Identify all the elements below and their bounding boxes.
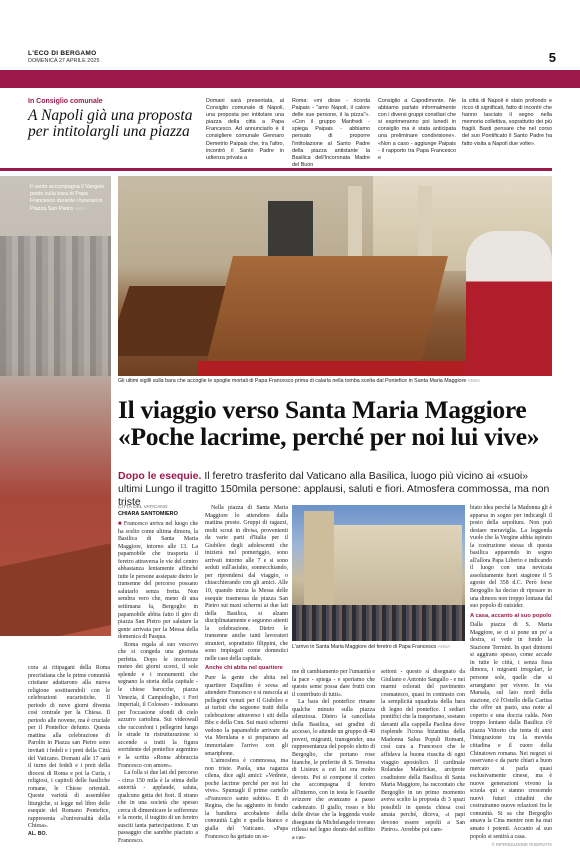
photo-main-source: ANSA (467, 378, 481, 383)
body-column-2 (205, 505, 288, 841)
body-column-5 (470, 505, 552, 849)
article-headline: Il viaggio verso Santa Maria Maggiore «Poche lacrime, perché per noi lui vive» (118, 395, 540, 451)
section-divider-left (0, 168, 28, 171)
body-col2-paragraph-3: L'atmosfera è commossa, ma non triste. Paola, una ragazza cilena, dice agli amici: «Vedrete, poche lacrime perché per noi lui vive». Spuntagli il primo cartello «Francesco santo subito». E di Regina, che ha aggiunto in fondo la bandiera arcobaleno della comunità Lgbt e quella bianco e gialla del Vaticano. «Papa Francesco ha gettato un se- (205, 758, 288, 840)
top-story-kicker: In Consiglio comunale (28, 98, 103, 105)
photo-main-caption (118, 378, 552, 384)
photo-doorway (268, 201, 313, 261)
photo-small-caption (292, 644, 465, 650)
newspaper-name: L'ECO DI BERGAMO (28, 50, 97, 57)
photo-basilica-facade (322, 525, 462, 605)
photo-basilica-arrival (292, 505, 465, 641)
copyright-credit: © RIPRODUZIONE RISERVATA (491, 842, 552, 848)
photo-funeral-gospel (0, 176, 111, 636)
body-col1-paragraph-3: La folla si due lati del percorso - circa 150 mila è la stima delle autorità - applaude, saluta, qualcuno getta dei fiori. Il strano che in una società che spesso cerca di dimenticare le sofferenze e la morte, il tragitto di un feretro susciti tanta partecipazione. E un passaggio che sarebbe piaciuto a Francesco. (118, 770, 198, 844)
top-story-column-2: Roma: «mi disse - ricorda Paipais - "amo Napoli, il calore delle sue persone, il la pizza"». «Con il gruppo Manfredi - spiega Paipais - abbiamo pensato di proporre l'intitolazione al Santo Padre della piazza antistante la Basilica dell'Incoronata Madre del Buon (292, 98, 370, 168)
top-story-column-1: Domani sarà presentata, al Consiglio comunale di Napoli, una proposta per intitolare una piazza della città a Papa Francesco. Ad annunciarlo è il consigliere comunale Gennaro Demetrio Paipais che, tra l'altro, incontrò il Santo Padre in udienza privata a (206, 98, 284, 161)
top-story-column-3: Consiglio a Capodimonte. Ne abbiamo parlato informalmente con i diversi gruppi consiliari che si esprimeranno poi lunedì in consiglio ma è stata anticipata una preliminare condivisione». «Non a caso - aggiunge Paipais - il rapporto tra Papa Francesco e (378, 98, 456, 161)
body-col4-paragraph-1: settoni - questo sì disegnato da Giuliano e Antonio Sangallo - e nei marmi colorati del pavimento cosmatesco, quasi in contrasto con la semplicità squadrata della bara di legno del pontefice. I sediari pontifici che la trasportano, sostano davanti alla cappella Paolina dove risplende l'icona bizantina della Madonna Salus Populi Romani, così cara a Francesco che le affidava la buona riuscita di ogni viaggio apostolico. Il cardinale Rolandas Makrickas, arciprete coadiutore della Basilica di Santa Maria Maggiore, ha raccontato che Bergoglio in un primo momento aveva scelto la proposta di 3 spazi possibili in questa chiesa così amata perché, diceva, «i papi devono essere sepolti a San Pietro». Avrebbe poi cam- (381, 669, 465, 834)
article-deck (118, 470, 552, 509)
photo-coffin (203, 256, 448, 376)
page-number: 5 (548, 50, 556, 65)
issue-date: DOMENICA 27 APRILE 2025 (28, 58, 100, 64)
photo-small-caption-text: L'arrivo in Santa Maria Maggiore del feretro di Papa Francesco (292, 644, 437, 650)
dateline-city: CITTÀ DEL VATICANO (118, 505, 168, 510)
photo-small-source: ANSA (437, 644, 451, 649)
deck-lead: Dopo le esequie. (118, 470, 202, 482)
photo-main-caption-text: Gli ultimi sigilli sulla bara che accoglie le spoglie mortali di Papa Francesco prima di calarla nella tomba scelta dal Pontefice in Santa Maria Maggiore (118, 378, 467, 384)
body-col3-paragraph-2: La bara del pontefice rimane qualche minuto sulla piazza silenziosa. Dietro la cancellata della Basilica, sui gradini di accesso, lo attende un gruppo di 40 poveri, migranti, transgender, una rappresentanza del popolo eletto di Bergoglio, che portano rose bianche, le preferite di S. Teresina di Lisieux a cui lui era molto devoto. Poi si compone il corteo che accompagna il feretro all'interno, con in testa le Guardie svizzere che avanzano a passo cadenzato. Il giallo, rosso e blu delle divise che la leggenda vuole disegnate da Michelangelo trovano riflessi nel legno dorato del soffitto a cas- (292, 699, 375, 842)
photo-left-caption-text: Il vento accompagna il Vangelo posto sulla bara di Papa Francesco durante i funerali in Piazza San Pietro (30, 184, 105, 212)
deck-text: Il feretro trasferito dal Vaticano alla Basilica, luogo più vicino ai «suoi» ultimi Lungo il tragitto 150mila persone: applausi, saluti e fiori. Atmosfera commossa, ma non triste (118, 470, 550, 508)
body-col1-text: Francesco arriva nel luogo che ha scelto come ultima dimora, la Basilica di Santa Maria Maggiore, intorno alle 13. La papamobile che trasporta il feretro attraversa le vie del centro abbastanza lentamente affinché tutte le persone assiepate dietro le transenne del percorso possano salutarlo senza fretta. Non sembra vero che, meno di una settimana fa, Bergoglio in papamobile abbia fatto il giro di piazza San Pietro per salutare la gente arrivata per la Messa della domenica di Pasqua. (118, 521, 199, 641)
body-col5-paragraph-2: Dalla piazza di S. Maria Maggiore, se ci si pone un po' a destra, si vede in fondo la Stazione Termini. In quei dintorni si aggirano spesso, come accade in tutte le città, i senza fissa dimora, i migranti irregolari, le persone sole, quelle che si arrangiano per vivere. In via Marsala, sul lato nord della stazione, c'è l'Ostello della Caritas che offre un pasto, una notte al coperto e una doccia calda. Non troppo lontano dalla Basilica c'è piazza Vittorio che tenta di anni l'integrazione tra la movida cittadina e il cuore della Chinatown romana. Nei negozi si osservano e da parte chiari a buon mercato si parla quasi esclusivamente cinese, ma è nuove generazioni vivono la scuola qui e stanno crescendo nuovi futuri cittadini che costruiranno nuove relazioni fra le comunità. Si sa che Bergoglio amava la Cina mentre non ha mai amato i potenti. Accanto al suo popolo si sentirà a casa. (470, 622, 552, 840)
body-col1-paragraph-2: Roma regala al suo vescovo che si congeda una giornata perfetta. Dopo le incertezze meteo dei giorni scorsi, il sole splende e i monumenti che segnano la storia della capitale - le chiese barocche, piazza Venezia, il Campidoglio, i Fori imperiali, il Colosseo - indossano per l'occasione sfondi di cielo azzurro cartolina. Sui videowall che racconfoni i pellegrini lungo le strade in ristrutturazione si accende a tratti la figura sorridente del pontefice argentino e la scritta «Roma abbraccia Francesco con amore». (118, 641, 198, 769)
masthead (28, 50, 556, 70)
body-column-1 (118, 521, 198, 846)
sidebar-article-end (28, 665, 110, 839)
photo-bell-tower (304, 511, 334, 606)
body-col5-paragraph-1: biato idea perché la Madonna gli è apparsa in sogno per indicargli il posto della sepoltura. Non può destare meraviglia. La leggenda vuole che la Vergine abbia ispirato la costruzione stessa di questa basilica apparendo in sogno all'allora Papa Liberio e indicando il luogo con una nevicata assolutamente fuori stagione il 5 agosto del 358 d.C. Però forse Bergoglio ha deciso di riposare in una dimora non troppo lontana dal suo popolo di outsider. (470, 505, 552, 610)
body-left-text: cora ai ritipagani della Roma precristiana che le prime comunità cristiane adattarono alla nuova religione sostituendoli con le celebrazioni eucaristiche. Il periodo di nove giorni diventa così centrale per la Chiesa. Il periodo alle novene, ma è cruciale per il Pontefice defunto. Questa mattina alla celebrazione di Parolin in Piazza san Pietro sono invitati i fedeli e i preti della Città del Vaticano. Domani alle 17 sarà il turno dei fedeli e i preti della diocesi di Roma e poi la Curia, i religiosi, i capitoli delle basiliche romane, le Chiese orientali. Queste variotà di assemblee liturgiche, si legge nel libro delle esequie del Romano Pontefice, rappresenta «l'universalità della Chiesa». (28, 665, 110, 830)
sidebar-signature: AL. BO. (28, 831, 48, 838)
photo-crowd (292, 605, 465, 641)
photo-coffin-sealing (118, 176, 552, 376)
byline (118, 505, 198, 517)
body-col2-paragraph-2: Pure la gente che abita nel quartiere Esquilino è scesa ad attendere Francesco e si mescola ai pellegrini venuti per il Giubileo e ai turisti che seguono tratti della celebrazione attraverso i siti della Bbc e della Cnn. Sui maxi schermi vedono la papamobile arrivare da via Merulana e si preparano ad immortalare l'arrivo con gli smartphone. (205, 675, 288, 757)
top-story-heading (28, 98, 193, 140)
paragraph-marker: ■ (118, 521, 123, 527)
top-story-column-4: la città di Napoli è stato profondo e ricco di significati, fatto di incontri che hanno lasciato il segno nella memoria collettiva, soprattutto dei più fragili. Basti pensare che nel corso del suo Pontificato il Santo Padre ha fatto visita a Napoli due volte». (462, 98, 552, 147)
section-divider (28, 168, 552, 171)
body-column-3 (292, 669, 375, 843)
photo-left-caption (30, 184, 108, 213)
photo-crowd (0, 236, 111, 376)
top-story-title: A Napoli già una proposta per intitolargli una piazza (28, 107, 193, 140)
body-column-4 (381, 669, 465, 835)
author-name: CHIARA SANTOMIERO (118, 511, 178, 517)
photo-left-source: ANSA (74, 206, 87, 211)
photo-coffin (0, 543, 111, 636)
photo-cardinal (466, 231, 552, 376)
body-col2-paragraph-1: Nella piazza di Santa Maria Maggiore lo attendono dalla mattina presto. Gruppi di ragazzi, molti scout in divisa, provenienti da varie parti d'Italia per il Giubileo degli adolescenti che inizierà nel pomeriggio, sono arrivati intorno alle 7 e si sono seduti sull'asfalto, sonnecchiando, per riprendersi dal viaggio, o chiacchierando con gli amici. Alle 10, quando inizia la Messa delle esequie trasmessa da piazza San Pietro sui maxi schermi ai due lati della Basilica, si alzano disciplinatamente e seguono attenti la celebrazione. Dietro le transenne anche tanti lavoratori stranieri, soprattutto filippini, che sono impiegati come domestici nelle case della capitale. (205, 505, 288, 662)
subheading-neighbourhood: Anche chi abita nel quartiere (205, 665, 283, 672)
header-band (0, 70, 580, 88)
body-col3-paragraph-1: me di cambiamento per l'umanità e la pace - spiega - e speriamo che questo seme possa dare frutti con il contributo di tutti». (292, 669, 375, 698)
subheading-home: A casa, accanto al suo popolo (470, 612, 552, 619)
